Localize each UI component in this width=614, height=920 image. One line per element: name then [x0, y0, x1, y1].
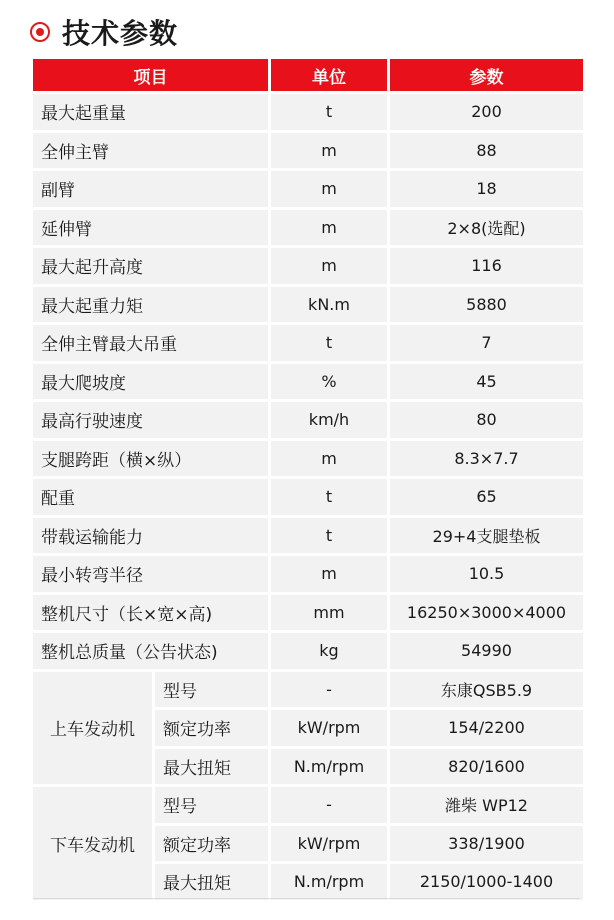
row-value: 200: [390, 94, 583, 130]
row-unit: -: [271, 672, 387, 708]
row-unit: t: [271, 325, 387, 361]
row-unit: m: [271, 441, 387, 477]
row-name: 最大爬坡度: [33, 364, 268, 400]
bottom-divider: [33, 898, 580, 899]
row-value: 2×8(选配): [390, 210, 583, 246]
column-header-item: 项目: [33, 59, 268, 91]
row-unit: m: [271, 556, 387, 592]
table-row: [33, 479, 583, 515]
row-value: 18: [390, 171, 583, 207]
row-unit: t: [271, 94, 387, 130]
table-row: [33, 672, 583, 708]
row-unit: N.m/rpm: [271, 864, 387, 900]
row-name: 全伸主臂最大吊重: [33, 325, 268, 361]
group-label-upper-engine: 上车发动机: [33, 672, 152, 785]
table-row: [33, 171, 583, 207]
column-header-unit: 单位: [271, 59, 387, 91]
row-name: 配重: [33, 479, 268, 515]
row-name: 全伸主臂: [33, 133, 268, 169]
table-row: [33, 556, 583, 592]
row-name: 额定功率: [155, 826, 268, 862]
row-value: 5880: [390, 287, 583, 323]
table-row: [33, 787, 583, 823]
section-title: 技术参数: [62, 17, 179, 50]
row-name: 最大起重量: [33, 94, 268, 130]
table-row: [33, 94, 583, 130]
row-value: 16250×3000×4000: [390, 595, 583, 631]
row-value: 338/1900: [390, 826, 583, 862]
row-unit: km/h: [271, 402, 387, 438]
row-value: 54990: [390, 633, 583, 669]
row-name: 支腿跨距（横×纵）: [33, 441, 268, 477]
row-value: 80: [390, 402, 583, 438]
row-name: 副臂: [33, 171, 268, 207]
row-value: 10.5: [390, 556, 583, 592]
column-header-value: 参数: [390, 59, 583, 91]
row-name: 整机总质量（公告状态): [33, 633, 268, 669]
row-value: 7: [390, 325, 583, 361]
row-unit: kW/rpm: [271, 710, 387, 746]
table-row: [33, 633, 583, 669]
row-name: 最大起升高度: [33, 248, 268, 284]
row-name: 最大扭矩: [155, 864, 268, 900]
table-row: [33, 441, 583, 477]
row-unit: -: [271, 787, 387, 823]
row-unit: kW/rpm: [271, 826, 387, 862]
row-unit: mm: [271, 595, 387, 631]
table-row: [33, 287, 583, 323]
row-name: 额定功率: [155, 710, 268, 746]
row-unit: m: [271, 171, 387, 207]
radio-target-icon: [30, 22, 50, 42]
row-name: 延伸臂: [33, 210, 268, 246]
row-value: 65: [390, 479, 583, 515]
group-label-lower-engine: 下车发动机: [33, 787, 152, 900]
table-row: [33, 210, 583, 246]
row-value: 东康QSB5.9: [390, 672, 583, 708]
row-unit: %: [271, 364, 387, 400]
table-row: [33, 325, 583, 361]
row-name: 带载运输能力: [33, 518, 268, 554]
specs-table: [30, 56, 586, 903]
row-value: 2150/1000-1400: [390, 864, 583, 900]
row-name: 型号: [155, 672, 268, 708]
section-heading: [30, 12, 178, 52]
row-unit: t: [271, 518, 387, 554]
row-name: 型号: [155, 787, 268, 823]
row-unit: kg: [271, 633, 387, 669]
table-row: [33, 595, 583, 631]
row-value: 116: [390, 248, 583, 284]
row-unit: kN.m: [271, 287, 387, 323]
table-row: [33, 133, 583, 169]
row-value: 潍柴 WP12: [390, 787, 583, 823]
row-name: 最高行驶速度: [33, 402, 268, 438]
table-row: [33, 364, 583, 400]
row-value: 29+4支腿垫板: [390, 518, 583, 554]
table-row: [33, 248, 583, 284]
row-value: 45: [390, 364, 583, 400]
row-value: 8.3×7.7: [390, 441, 583, 477]
table-header-row: [33, 59, 583, 91]
row-value: 820/1600: [390, 749, 583, 785]
row-unit: m: [271, 210, 387, 246]
row-unit: t: [271, 479, 387, 515]
row-name: 整机尺寸（长×宽×高): [33, 595, 268, 631]
row-name: 最大扭矩: [155, 749, 268, 785]
row-name: 最小转弯半径: [33, 556, 268, 592]
row-name: 最大起重力矩: [33, 287, 268, 323]
row-value: 154/2200: [390, 710, 583, 746]
row-unit: m: [271, 133, 387, 169]
table-row: [33, 402, 583, 438]
row-unit: N.m/rpm: [271, 749, 387, 785]
row-unit: m: [271, 248, 387, 284]
table-row: [33, 518, 583, 554]
row-value: 88: [390, 133, 583, 169]
